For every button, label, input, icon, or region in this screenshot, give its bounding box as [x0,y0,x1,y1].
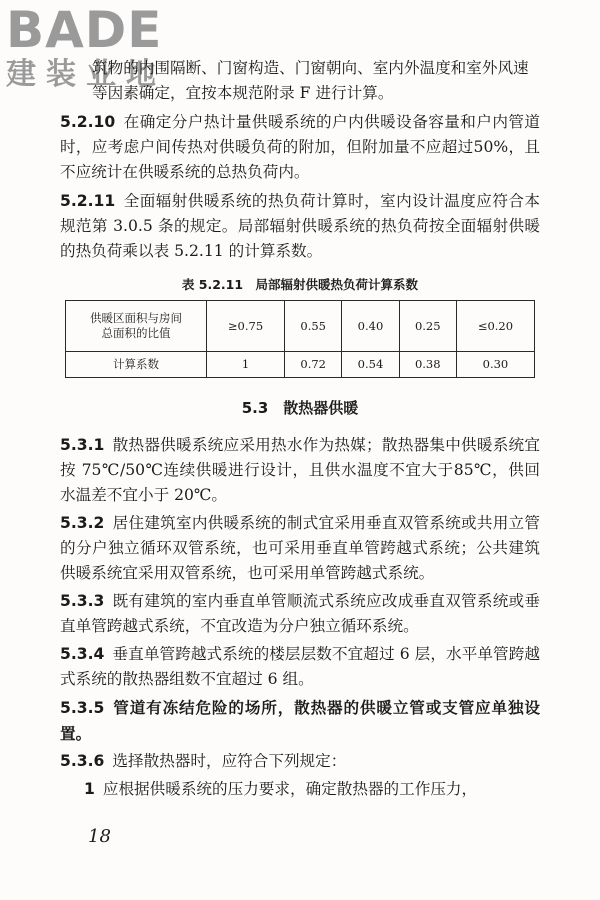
list-item-1 [60,777,540,802]
row-header-coefficient: 计算系数 [66,352,207,378]
table-cell: 0.40 [342,301,399,352]
page-number: 18 [88,826,111,847]
clause-number: 5.3.3 [60,592,105,610]
clause-text: 散热器供暖系统应采用热水作为热媒；散热器集中供暖系统宜按 75℃/50℃连续供暖进行设计，且供水温度不宜大于85℃，供回水温差不宜小于 20℃。 [60,436,540,504]
clause-5-2-11 [60,189,540,264]
table-cell: ≤0.20 [456,301,534,352]
row-header-area-ratio [66,301,207,352]
table-cell: 0.30 [456,352,534,378]
document-page [60,56,540,802]
clause-5-3-1 [60,433,540,508]
table-caption: 表 5.2.11 局部辐射供暖热负荷计算系数 [181,277,419,292]
clause-number: 5.2.11 [60,192,116,210]
list-item-number: 1 [84,780,95,798]
clause-text: 全面辐射供暖系统的热负荷计算时，室内设计温度应符合本规范第 3.0.5 条的规定。局部辐射供暖系统的热负荷按全面辐射供暖的热负荷乘以表 5.2.11 的计算系数。 [60,192,540,260]
row-header-line: 总面积的比值 [101,326,171,340]
watermark-bottom: 建装业地 [6,57,166,92]
clause-number: 5.3.6 [60,752,105,770]
table-row [66,352,535,378]
clause-5-3-3 [60,589,540,639]
row-header-line: 供暖区面积与房间 [90,311,182,325]
intro-line-2: 等因素确定，宜按本规范附录 F 进行计算。 [92,84,394,102]
clause-text: 在确定分户热计量供暖系统的户内供暖设备容量和户内管道时，应考虑户间传热对供暖负荷的附加，但附加量不应超过50%，且不应统计在供暖系统的总热负荷内。 [60,113,540,181]
clause-text: 居住建筑室内供暖系统的制式宜采用垂直双管系统或共用立管的分户独立循环双管系统，也可采用垂直单管跨越式系统；公共建筑供暖系统宜采用双管系统，也可采用单管跨越式系统。 [60,514,540,582]
table-cell: 0.25 [399,301,456,352]
table-cell: 0.38 [399,352,456,378]
watermark-top: BADE [6,1,163,59]
clause-5-3-2 [60,511,540,586]
clause-5-3-6 [60,749,540,774]
clause-5-3-5 [60,695,540,746]
table-cell: 0.72 [285,352,342,378]
section-title: 5.3 散热器供暖 [241,399,359,417]
clause-number: 5.3.2 [60,514,105,532]
list-item-text: 应根据供暖系统的压力要求，确定散热器的工作压力， [102,780,478,798]
intro-line-1: 筑物的内围隔断、门窗构造、门窗朝向、室内外温度和室外风速 [92,59,529,77]
clause-number: 5.3.4 [60,645,105,663]
table-cell: 0.54 [342,352,399,378]
clause-text: 既有建筑的室内垂直单管顺流式系统应改成垂直双管系统或垂直单管跨越式系统，不宜改造为分户独立循环系统。 [60,592,540,635]
clause-text: 垂直单管跨越式系统的楼层层数不宜超过 6 层，水平单管跨越式系统的散热器组数不宜超过 6 组。 [60,645,540,688]
table-cell: ≥0.75 [207,301,285,352]
clause-number: 5.2.10 [60,113,116,131]
coefficient-table [65,300,535,378]
clause-5-3-4 [60,642,540,692]
table-row [66,301,535,352]
clause-text: 选择散热器时，应符合下列规定： [112,752,347,770]
table-cell: 0.55 [285,301,342,352]
clause-number: 5.3.5 [60,699,105,717]
clause-number: 5.3.1 [60,436,105,454]
table-cell: 1 [207,352,285,378]
clause-text: 管道有冻结危险的场所，散热器的供暖立管或支管应单独设置。 [60,698,540,743]
clause-5-2-10 [60,110,540,185]
